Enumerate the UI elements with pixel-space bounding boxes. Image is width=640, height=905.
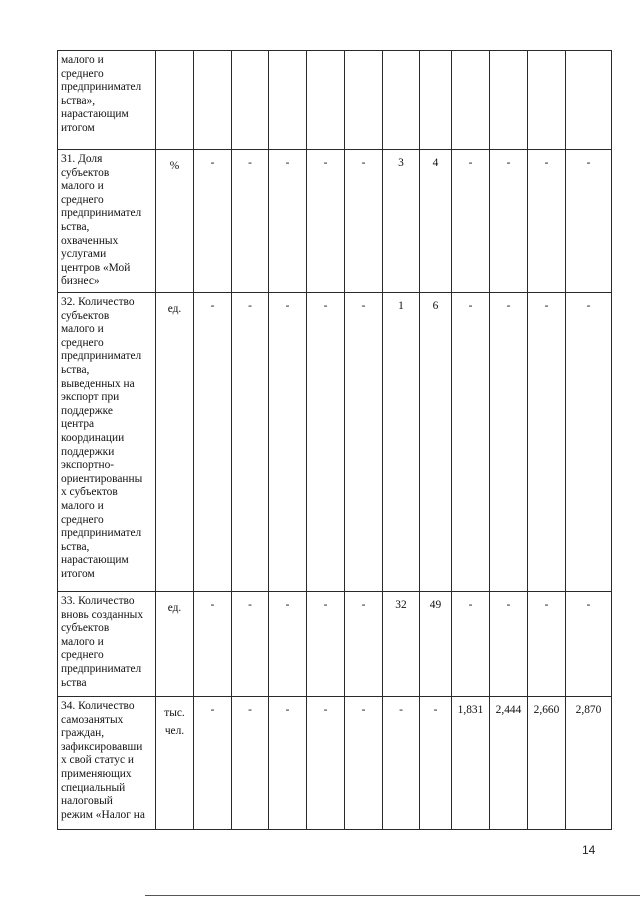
value-cell <box>420 51 452 150</box>
table-row <box>58 293 612 592</box>
unit-cell: тыс. чел. <box>156 697 194 830</box>
value-cell: - <box>307 592 345 697</box>
value-cell: - <box>307 150 345 293</box>
value-cell: - <box>490 150 528 293</box>
value-cell <box>269 51 307 150</box>
table-row <box>58 150 612 293</box>
value-cell <box>452 51 490 150</box>
value-cell: - <box>194 697 232 830</box>
value-cell <box>490 51 528 150</box>
value-cell: - <box>345 592 383 697</box>
value-cell: - <box>232 592 269 697</box>
unit-cell <box>156 51 194 150</box>
value-cell <box>345 51 383 150</box>
value-cell: 1 <box>383 293 420 592</box>
footer-divider <box>145 895 640 896</box>
value-cell: - <box>452 592 490 697</box>
value-cell: 49 <box>420 592 452 697</box>
value-cell: - <box>194 150 232 293</box>
value-cell: 4 <box>420 150 452 293</box>
value-cell: - <box>490 293 528 592</box>
value-cell: - <box>452 293 490 592</box>
value-cell: - <box>345 150 383 293</box>
value-cell: 6 <box>420 293 452 592</box>
unit-cell: ед. <box>156 592 194 697</box>
value-cell: - <box>194 592 232 697</box>
value-cell <box>232 51 269 150</box>
value-cell: - <box>194 293 232 592</box>
indicator-name: 33. Количество вновь созданных субъектов малого и среднего предпринимател ьства <box>58 592 156 697</box>
value-cell: - <box>490 592 528 697</box>
value-cell: 3 <box>383 150 420 293</box>
value-cell: - <box>528 150 566 293</box>
value-cell <box>194 51 232 150</box>
value-cell: 2,444 <box>490 697 528 830</box>
value-cell: - <box>528 592 566 697</box>
value-cell: 2,660 <box>528 697 566 830</box>
value-cell: - <box>269 150 307 293</box>
value-cell <box>566 51 612 150</box>
value-cell: 2,870 <box>566 697 612 830</box>
value-cell: - <box>307 697 345 830</box>
table-row <box>58 51 612 150</box>
unit-cell: % <box>156 150 194 293</box>
value-cell: 32 <box>383 592 420 697</box>
indicator-name: 32. Количество субъектов малого и среднего предпринимател ьства, выведенных на экспорт при поддержке центра координации поддержки экспортно- ориентированны х субъектов малого и среднего предпринимател ьства, нарастающим итогом <box>58 293 156 592</box>
value-cell: - <box>269 293 307 592</box>
indicator-name: 34. Количество самозанятых граждан, зафиксировавши х свой статус и применяющих специальный налоговый режим «Налог на <box>58 697 156 830</box>
value-cell: - <box>232 697 269 830</box>
value-cell <box>528 51 566 150</box>
value-cell: - <box>307 293 345 592</box>
table-row <box>58 592 612 697</box>
indicator-name: 31. Доля субъектов малого и среднего предпринимател ьства, охваченных услугами центров «Мой бизнес» <box>58 150 156 293</box>
value-cell: - <box>566 592 612 697</box>
table-row <box>58 697 612 830</box>
value-cell: 1,831 <box>452 697 490 830</box>
value-cell: - <box>232 293 269 592</box>
value-cell: - <box>452 150 490 293</box>
value-cell <box>307 51 345 150</box>
value-cell: - <box>345 697 383 830</box>
indicator-table <box>57 50 612 830</box>
value-cell <box>383 51 420 150</box>
unit-cell: ед. <box>156 293 194 592</box>
value-cell: - <box>269 697 307 830</box>
value-cell: - <box>420 697 452 830</box>
value-cell: - <box>269 592 307 697</box>
value-cell: - <box>566 150 612 293</box>
value-cell: - <box>232 150 269 293</box>
value-cell: - <box>528 293 566 592</box>
value-cell: - <box>566 293 612 592</box>
value-cell: - <box>345 293 383 592</box>
page-number: 14 <box>582 843 596 857</box>
value-cell: - <box>383 697 420 830</box>
indicator-name: малого и среднего предпринимател ьства», нарастающим итогом <box>58 51 156 150</box>
